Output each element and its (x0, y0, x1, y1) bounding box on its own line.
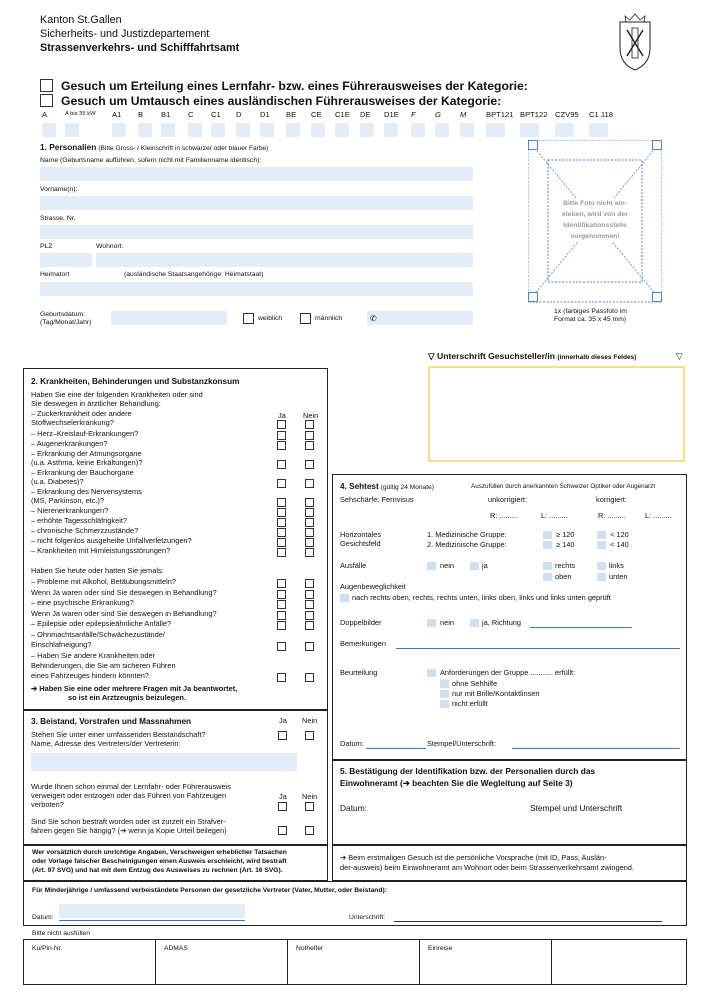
health-no-checkbox[interactable] (305, 600, 314, 609)
health-question: – Erkrankung der Bauchorgane (31, 468, 134, 477)
health-yes-checkbox[interactable] (277, 611, 286, 620)
title-exchange-license: Gesuch um Umtausch eines ausländischen Führerausweises der Kategorie: (61, 94, 502, 108)
signature-heading-row (428, 352, 637, 362)
vorname-label: Vorname(n): (40, 186, 78, 193)
health-yes-checkbox[interactable] (277, 673, 286, 682)
health-yes-checkbox[interactable] (277, 538, 286, 547)
health-question: – Augenerkrankungen? (31, 439, 108, 448)
confirmation-heading-1: 5. Bestätigung der Identifikation bzw. der Personalien durch das (340, 766, 596, 776)
triangle-down-icon: ▽ (676, 351, 683, 361)
horizontal-label-2: Gesichtsfeld (340, 539, 381, 548)
guardian-q3b: fahren gegen Sie hängig? (➔ wenn ja Kopie Urteil beilegen) (31, 826, 227, 835)
remarks-label: Bemerkungen (340, 639, 387, 648)
diplopia-yes-label: ja, Richtung (482, 618, 522, 627)
category-checkbox[interactable] (161, 123, 175, 137)
photo-corner-bl (528, 292, 538, 302)
guardian-q3-yes[interactable] (278, 826, 287, 835)
guardian-q2b: verweigert oder entzogen oder das Führen von Fahrzeugen (31, 791, 227, 800)
group-1-label: 1. Medizinische Gruppe: (427, 530, 507, 539)
health-yes-checkbox[interactable] (277, 479, 286, 488)
photo-instruction: Bitte Foto nicht ein-kleben, wird von der Identifikationsstelle vorgenommen! (553, 198, 637, 242)
category-label: BE (286, 110, 297, 119)
health-question: Behinderungen, die Sie am sicheren Führen (31, 661, 176, 670)
group2-ge140-label: ≥ 140 (556, 540, 575, 549)
without-aid-checkbox[interactable] (440, 680, 449, 688)
checkbox-new-license[interactable] (40, 79, 53, 92)
health-yes-checkbox[interactable] (277, 508, 286, 517)
mobility-options: nach rechts oben, rechts, rechts unten, links oben, links und links unten geprüft (352, 593, 611, 602)
confirmation-date-label: Datum: (340, 803, 367, 813)
department-name: Sicherheits- und Justizdepartement (40, 28, 210, 40)
confirmation-info-2: der-ausweis) beim Einwohneramt am Wohnort oder beim Strassenverkehrsamt zwingend. (340, 863, 634, 872)
ausfaelle-top-checkbox[interactable] (543, 573, 552, 581)
health-yes-checkbox[interactable] (277, 441, 286, 450)
ausfaelle-right-checkbox[interactable] (543, 562, 552, 570)
guardian-yes-header: Ja (279, 716, 287, 725)
photo-caption-2: Format ca. 35 x 45 mm) (554, 316, 627, 323)
diplopia-no-label: nein (440, 618, 454, 627)
guardian-q2-yes[interactable] (278, 802, 287, 811)
health-yes-checkbox[interactable] (277, 518, 286, 527)
category-checkbox[interactable] (112, 123, 126, 137)
guardian-q1-no[interactable] (305, 731, 314, 740)
with-glasses-checkbox[interactable] (440, 690, 449, 698)
category-label: C1E (335, 110, 350, 119)
category-checkbox[interactable] (42, 123, 56, 137)
guardian-q1b: Name, Adresse des Vertreters/der Vertreterin: (31, 739, 181, 748)
coat-of-arms-icon (617, 12, 653, 72)
health-yes-checkbox[interactable] (277, 621, 286, 630)
health-question: – erhöhte Tagesschläfrigkeit? (31, 516, 128, 525)
office-use-col-kupin: Ku/Pin-Nr. (32, 945, 63, 952)
category-checkbox[interactable] (360, 123, 374, 137)
category-checkbox[interactable] (138, 123, 152, 137)
guardian-heading: 3. Beistand, Vorstrafen und Massnahmen (31, 717, 191, 726)
guardian-q1a: Stehen Sie unter einer umfassenden Beistandschaft? (31, 730, 206, 739)
with-glasses-label: nur mit Brille/Kontaktlinsen (452, 689, 540, 698)
health-heading: 2. Krankheiten, Behinderungen und Substanzkonsum (31, 377, 240, 386)
minor-signature-line[interactable] (394, 921, 662, 922)
office-use-col-nothelfer: Nothelfer (296, 945, 324, 952)
category-checkbox[interactable] (486, 123, 505, 137)
mobility-label: Augenbeweglichkeit (340, 582, 406, 591)
eyetest-date-line[interactable] (366, 748, 426, 749)
assessment-label: Beurteilung (340, 668, 378, 677)
guardian-q3a: Sind Sie schon bestraft worden oder ist zurzeit ein Strafver- (31, 817, 226, 826)
personal-heading-note: (Bitte Gross- / Kleinschrift in schwarzer oder blauer Farbe) (98, 145, 269, 152)
health-yes-checkbox[interactable] (277, 600, 286, 609)
health-no-header: Nein (303, 411, 319, 420)
health-note-1: ➔ Haben Sie eine oder mehrere Fragen mit Ja beantwortet, (31, 684, 238, 693)
male-checkbox[interactable] (300, 313, 311, 324)
health-question: – Erkrankung des Nervensystems (31, 487, 142, 496)
category-checkbox[interactable] (188, 123, 202, 137)
ausfaelle-left-checkbox[interactable] (597, 562, 606, 570)
minor-signature-label: Unterschrift: (349, 914, 386, 921)
confirmation-stamp-label: Stempel und Unterschrift (530, 803, 623, 813)
health-question: (u.a. Asthma, keine Erkältungen)? (31, 458, 143, 467)
health-no-checkbox[interactable] (305, 498, 314, 507)
health-no-checkbox[interactable] (305, 538, 314, 547)
eyetest-validity: (gültig 24 Monate) (380, 484, 434, 491)
plz-label: PLZ (40, 243, 53, 250)
eyetest-note: Auszufüllen durch anerkannten Schweizer Optiker oder Augenarzt (471, 483, 656, 490)
category-label: A (42, 110, 48, 119)
female-checkbox[interactable] (243, 313, 254, 324)
health-question: – Erkrankung der Atmungsorgane (31, 449, 142, 458)
office-use-divider-3 (419, 939, 420, 985)
ausfaelle-yes-checkbox[interactable] (470, 562, 479, 570)
minor-date-line (59, 920, 245, 921)
confirmation-info-1: ➔ Beim erstmaligen Gesuch ist die persönliche Vorsprache (mit ID, Pass, Auslän- (340, 853, 607, 862)
eyetest-date-label: Datum: (340, 739, 364, 748)
group1-ge120-checkbox[interactable] (543, 531, 552, 539)
health-yes-checkbox[interactable] (277, 579, 286, 588)
health-question: Wenn Ja waren oder sind Sie deswegen in Behandlung? (31, 588, 217, 597)
ausfaelle-yes-label: ja (482, 561, 488, 570)
health-no-checkbox[interactable] (305, 611, 314, 620)
male-label: männlich (315, 315, 343, 322)
category-checkbox[interactable] (311, 123, 325, 137)
category-label: CZV95 (555, 110, 579, 119)
category-label: A bis 35 kW (65, 111, 96, 117)
health-question: – nicht folgenlos ausgeheilte Unfallverletzungen? (31, 536, 192, 545)
health-no-checkbox[interactable] (305, 420, 314, 429)
warning-line-1: Wer vorsätzlich durch unrichtige Angaben, Verschweigen erheblicher Tatsachen (32, 849, 287, 856)
office-use-col-einreise: Einreise (428, 945, 453, 952)
name-input[interactable] (40, 167, 473, 181)
heimatort-input[interactable] (40, 282, 473, 296)
category-label: M (460, 110, 467, 119)
category-checkbox[interactable] (520, 123, 539, 137)
signature-label: Unterschrift Gesuchsteller/in (437, 351, 555, 361)
health-yes-checkbox[interactable] (277, 460, 286, 469)
category-checkbox[interactable] (435, 123, 449, 137)
health-note-2: so ist ein Arztzeugnis beizulegen. (68, 693, 186, 702)
guardian-q2-no[interactable] (305, 802, 314, 811)
category-label: D (236, 110, 242, 119)
ausfaelle-left-label: links (609, 561, 624, 570)
health-question: – Nierenerkrankungen? (31, 506, 109, 515)
without-aid-label: ohne Sehhilfe (452, 679, 498, 688)
health-question: – Krankheiten mit Hirnleistungsstörungen? (31, 546, 171, 555)
category-label: BPT122 (520, 110, 548, 119)
category-checkbox[interactable] (555, 123, 574, 137)
confirmation-heading-2 (340, 779, 573, 789)
health-yes-checkbox[interactable] (277, 420, 286, 429)
health-yes-header: Ja (278, 411, 286, 420)
health-question: eines Fahrzeuges hindern könnten? (31, 671, 149, 680)
strasse-input[interactable] (40, 225, 473, 239)
diplopia-label: Doppelbilder (340, 618, 382, 627)
minor-date-label: Datum: (32, 914, 54, 921)
requirements-met-checkbox[interactable] (427, 669, 436, 677)
photo-corner-tr (652, 140, 662, 150)
category-label: D1 (260, 110, 270, 119)
office-use-table (23, 939, 687, 985)
ausfaelle-bottom-label: unten (609, 572, 628, 581)
health-no-checkbox[interactable] (305, 548, 314, 557)
health-question: Wenn Ja waren oder sind Sie deswegen in Behandlung? (31, 609, 217, 618)
ausfaelle-top-label: oben (555, 572, 572, 581)
health-question: – Herz–Kreislauf-Erkrankungen? (31, 429, 139, 438)
phone-icon: ✆ (370, 314, 377, 323)
canton-name: Kanton St.Gallen (40, 14, 122, 26)
ausfaelle-no-label: nein (440, 561, 454, 570)
group1-ge120-label: ≥ 120 (556, 530, 575, 539)
guardian-q3-no[interactable] (305, 826, 314, 835)
heimatort-note: (ausländische Staatsangehörige: Heimatstaat) (124, 271, 264, 278)
health-yes-checkbox[interactable] (277, 548, 286, 557)
health-question: (MS, Parkinson, etc.)? (31, 496, 105, 505)
health-no-checkbox[interactable] (305, 441, 314, 450)
health-no-checkbox[interactable] (305, 508, 314, 517)
ausfaelle-right-label: rechts (555, 561, 576, 570)
health-question: – Haben Sie andere Krankheiten oder (31, 651, 156, 660)
eyetest-stamp-line[interactable] (512, 748, 680, 749)
health-question: – eine psychische Erkrankung? (31, 598, 134, 607)
health-yes-checkbox[interactable] (277, 528, 286, 537)
health-intro-2: Sie deswegen in ärztlicher Behandlung: (31, 399, 161, 408)
minor-date-input[interactable] (59, 904, 245, 918)
female-label: weiblich (258, 315, 283, 322)
minor-text: Für Minderjährige / umfassend verbeiständete Personen der gesetzliche Vertreter (Vater, Mutter, oder Beistand): (32, 887, 387, 894)
health-no-checkbox[interactable] (305, 621, 314, 630)
corrected-left[interactable]: L: ......... (645, 511, 672, 520)
personal-heading-row (40, 143, 268, 153)
title-new-license: Gesuch um Erteilung eines Lernfahr- bzw. eines Führerausweises der Kategorie: (61, 79, 528, 93)
health-no-checkbox[interactable] (305, 479, 314, 488)
category-checkbox[interactable] (211, 123, 225, 137)
category-checkbox[interactable] (286, 123, 300, 137)
health-question: – Epilepsie oder epilepsieähnliche Anfälle? (31, 619, 172, 628)
category-label: C1 (211, 110, 221, 119)
checkbox-exchange-license[interactable] (40, 94, 53, 107)
category-checkbox[interactable] (65, 123, 79, 137)
diplopia-yes-checkbox[interactable] (470, 619, 479, 627)
guardian-q2c: verboten? (31, 800, 64, 809)
category-label: A1 (112, 110, 122, 119)
birth-format-label: (Tag/Monat/Jahr) (40, 319, 92, 326)
plz-input[interactable] (40, 253, 92, 267)
remarks-line[interactable] (396, 648, 680, 649)
vorname-input[interactable] (40, 196, 473, 210)
category-label: F (411, 110, 416, 119)
requirements-met-label: Anforderungen der Gruppe ........... erfüllt: (440, 668, 576, 677)
mobility-checkbox[interactable] (340, 594, 349, 602)
health-no-checkbox[interactable] (305, 673, 314, 682)
wohnort-input[interactable] (96, 253, 473, 267)
category-checkbox[interactable] (589, 123, 608, 137)
health-intro-1: Haben Sie eine der folgenden Krankheiten oder sind (31, 390, 203, 399)
phone-input[interactable] (367, 311, 473, 325)
group2-ge140-checkbox[interactable] (543, 541, 552, 549)
health-yes-checkbox[interactable] (277, 498, 286, 507)
triangle-down-icon: ▽ (428, 351, 435, 361)
photo-corner-br (652, 292, 662, 302)
health-question: – chronische Schmerzzustände? (31, 526, 139, 535)
health-no-checkbox[interactable] (305, 518, 314, 527)
not-met-label: nicht erfüllt (452, 699, 488, 708)
guardian-address-input[interactable] (31, 753, 297, 771)
photo-corner-tl (528, 140, 538, 150)
category-label: D1E (384, 110, 399, 119)
health-intro-3: Haben Sie heute oder hatten Sie jemals: (31, 566, 164, 575)
office-use-col-admas: ADMAS (164, 945, 188, 952)
group1-lt120-checkbox[interactable] (597, 531, 606, 539)
group2-lt140-label: < 140 (610, 540, 629, 549)
health-no-checkbox[interactable] (305, 590, 314, 599)
category-label: G (435, 110, 441, 119)
health-yes-checkbox[interactable] (277, 431, 286, 440)
category-checkbox[interactable] (411, 123, 425, 137)
health-question: (u.a. Diabetes)? (31, 477, 84, 486)
warning-line-2: oder Vorlage falscher Bescheinigungen einen Ausweis erschleicht, wird bestraft (32, 858, 287, 865)
guardian-q1-yes[interactable] (278, 731, 287, 740)
office-name: Strassenverkehrs- und Schifffahrtsamt (40, 42, 240, 54)
category-checkbox[interactable] (460, 123, 474, 137)
diplopia-no-checkbox[interactable] (427, 619, 436, 627)
health-no-checkbox[interactable] (305, 642, 314, 651)
confirmation-heading-2-text: Einwohneramt (➔ beachten Sie die Wegleitung auf Seite 3) (340, 778, 573, 788)
health-question: – Ohnmachtsanfälle/Schwächezustände/ (31, 630, 165, 639)
eyetest-acuity: Sehschärfe: Fernvisus (340, 495, 414, 504)
photo-caption-1: 1x (farbiges Passfoto im (554, 308, 627, 315)
health-question: – Zuckerkrankheit oder andere (31, 409, 132, 418)
ausfaelle-bottom-checkbox[interactable] (597, 573, 606, 581)
health-no-checkbox[interactable] (305, 528, 314, 537)
health-no-checkbox[interactable] (305, 431, 314, 440)
group2-lt140-checkbox[interactable] (597, 541, 606, 549)
not-met-checkbox[interactable] (440, 700, 449, 708)
office-use-label: Bitte nicht ausfüllen (32, 930, 90, 937)
personal-heading: 1. Personalien (40, 142, 97, 152)
wohnort-label: Wohnort: (96, 243, 124, 250)
category-checkbox[interactable] (335, 123, 349, 137)
office-use-divider-2 (287, 939, 288, 985)
ausfaelle-no-checkbox[interactable] (427, 562, 436, 570)
office-use-divider-1 (155, 939, 156, 985)
strasse-label: Strasse, Nr. (40, 215, 76, 222)
birth-label: Geburtsdatum: (40, 311, 85, 318)
ausfaelle-label: Ausfälle (340, 561, 367, 570)
category-label: C (188, 110, 194, 119)
eyetest-uncorrected: unkorrigiert: (488, 495, 528, 504)
eyetest-stamp-label: Stempel/Unterschrift: (427, 739, 497, 748)
name-label: Name (Geburtsname aufführen, sofern nicht mit Familienname identisch): (40, 157, 262, 164)
category-label: B1 (161, 110, 171, 119)
health-no-checkbox[interactable] (305, 579, 314, 588)
category-label: C1 118 (589, 110, 613, 119)
category-checkbox[interactable] (236, 123, 250, 137)
heimatort-label: Heimatort (40, 271, 70, 278)
uncorrected-left[interactable]: L: ......... (541, 511, 568, 520)
category-checkbox[interactable] (260, 123, 274, 137)
health-question: Einschlafneigung? (31, 640, 92, 649)
health-question: Stoffwechselerkrankung? (31, 418, 114, 427)
group-2-label: 2. Medizinische Gruppe: (427, 540, 507, 549)
guardian-no-header: Nein (302, 716, 318, 725)
diplopia-direction-line[interactable] (530, 627, 632, 628)
health-yes-checkbox[interactable] (277, 642, 286, 651)
category-label: CE (311, 110, 322, 119)
health-question: – Probleme mit Alkohol, Betäubungsmitteln? (31, 577, 177, 586)
guardian-q2-no-label: Nein (302, 792, 318, 801)
warning-line-3: (Art. 97 SVG) und hat mit dem Entzug des Ausweises zu rechnen (Art. 16 SVG). (32, 867, 283, 874)
category-checkbox[interactable] (384, 123, 398, 137)
category-label: DE (360, 110, 371, 119)
eyetest-heading-row (340, 482, 434, 492)
guardian-q2-yes-label: Ja (279, 792, 287, 801)
office-use-divider-4 (551, 939, 552, 985)
horizontal-label-1: Horizontales (340, 530, 382, 539)
signature-note: (innerhalb dieses Feldes) (557, 354, 637, 361)
corrected-right[interactable]: R: ......... (598, 511, 626, 520)
category-label: B (138, 110, 144, 119)
group1-lt120-label: < 120 (610, 530, 629, 539)
category-label: BPT121 (486, 110, 514, 119)
health-yes-checkbox[interactable] (277, 590, 286, 599)
uncorrected-right[interactable]: R: ......... (490, 511, 518, 520)
guardian-q2a: Wurde Ihnen schon einmal der Lernfahr- oder Führerausweis (31, 782, 231, 791)
eyetest-heading: 4. Sehtest (340, 482, 379, 491)
birth-date-input[interactable] (111, 311, 227, 325)
eyetest-corrected: korrigiert: (596, 495, 627, 504)
health-no-checkbox[interactable] (305, 460, 314, 469)
signature-field[interactable] (428, 366, 685, 462)
